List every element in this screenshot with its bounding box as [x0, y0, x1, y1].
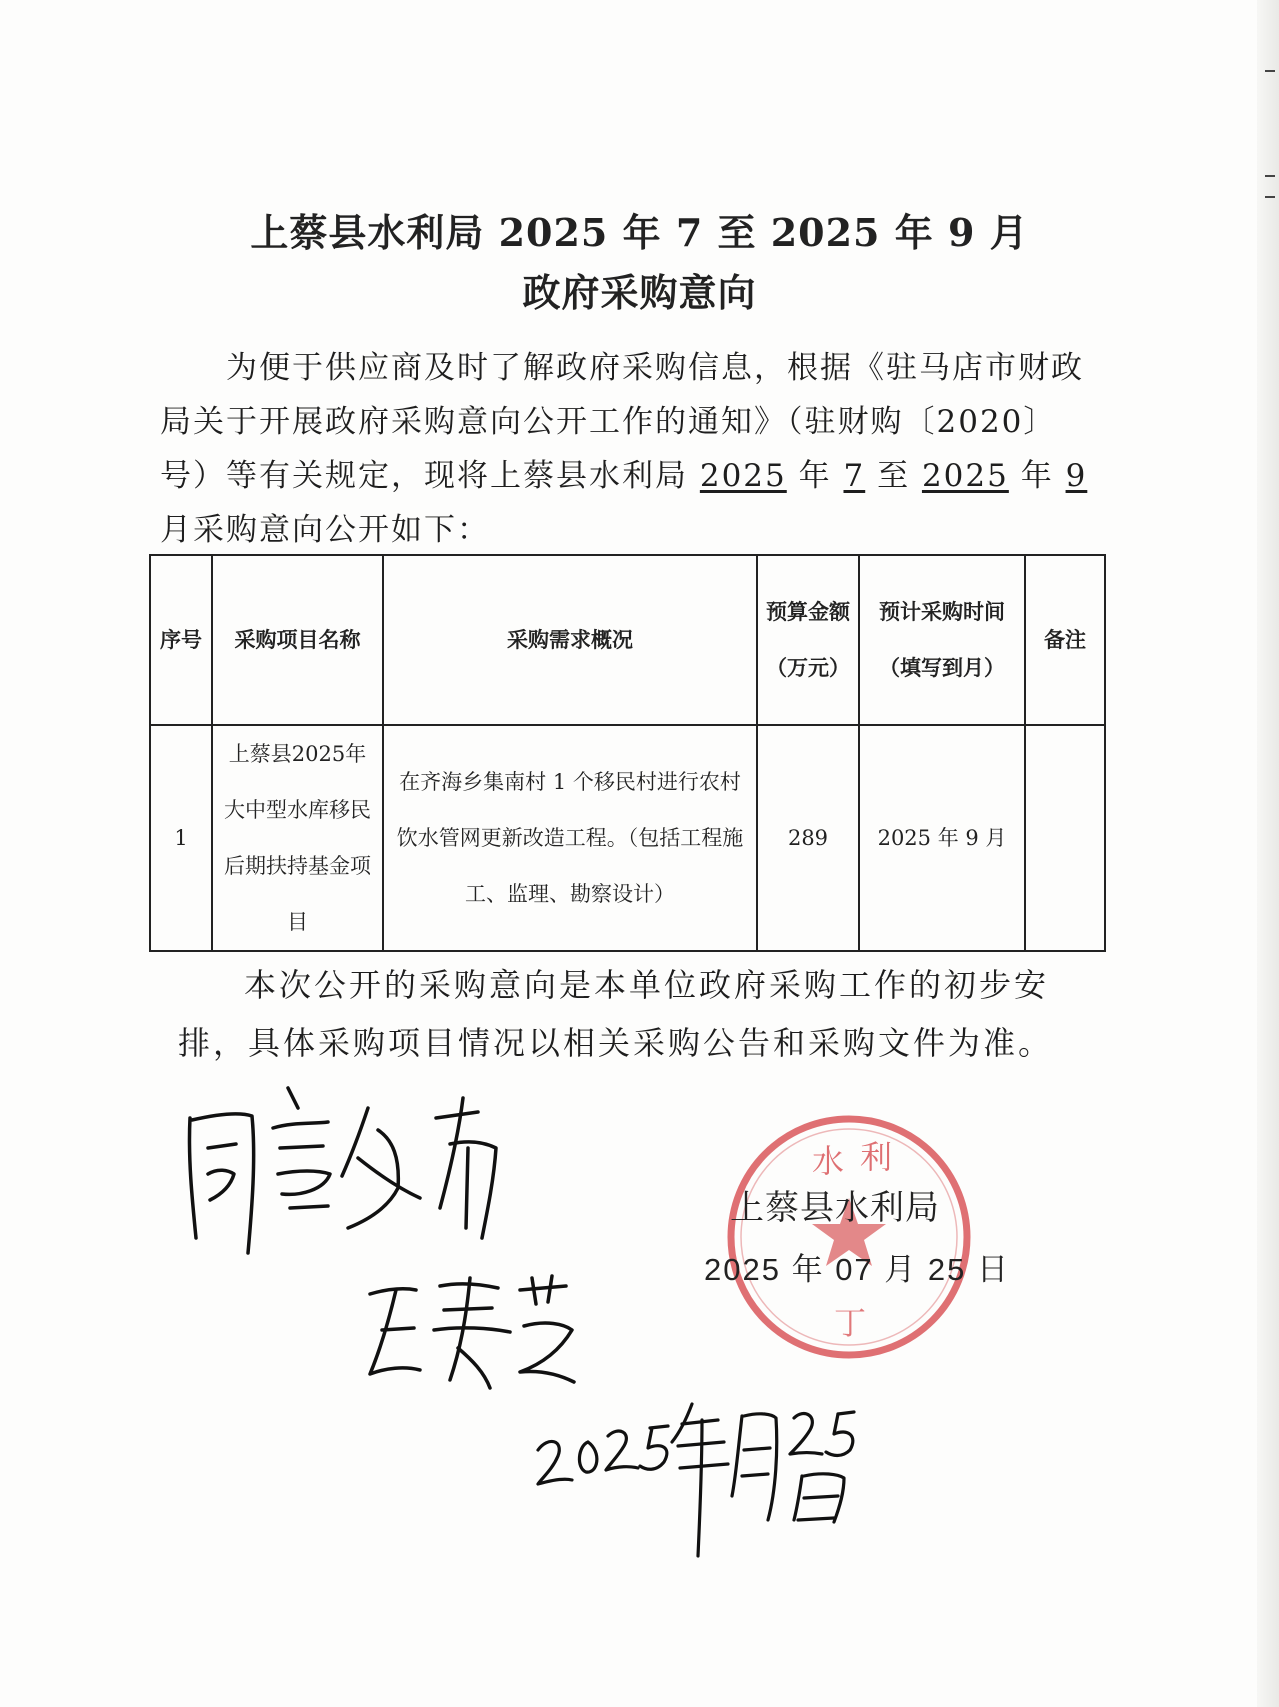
month-end: 9: [1065, 458, 1088, 494]
document-subtitle: 政府采购意向: [522, 270, 757, 315]
official-seal: [724, 1112, 974, 1362]
handwritten-approval: [178, 1078, 518, 1262]
intro-paragraph: 为便于供应商及时了解政府采购信息，根据《驻马店市财政局关于开展政府采购意向公开工作的通知》（驻财购〔2020〕号）等有关规定，现将上蔡县水利局 2025 年 7 至 2025 年 9月采购意向公开如下：: [160, 350, 1088, 548]
table-header-row: [150, 555, 1105, 725]
year-end: 2025: [921, 458, 1009, 494]
cell-time: 2025 年 9 月: [859, 725, 1025, 951]
procurement-table: [149, 554, 1106, 952]
month-start: 7: [843, 458, 866, 494]
cell-budget: 289: [757, 725, 859, 951]
header-budget: 预算金额（万元）: [757, 555, 859, 725]
issuer-org: 上蔡县水利局: [730, 1189, 940, 1227]
svg-text:利: 利: [860, 1139, 893, 1175]
header-note: 备注: [1025, 555, 1105, 725]
cell-name: 上蔡县2025年大中型水库移民后期扶持基金项目: [212, 725, 383, 951]
svg-text:丁: 丁: [834, 1305, 867, 1341]
cell-summary: 在齐海乡集南村 1 个移民村进行农村饮水管网更新改造工程。（包括工程施工、监理、勘察设计）: [383, 725, 757, 951]
handwritten-date: [532, 1380, 872, 1564]
header-seq: 序号: [150, 555, 212, 725]
year-start: 2025: [699, 458, 787, 494]
issuer-date: 2025 年 07 月 25 日: [704, 1252, 1010, 1287]
table-row: [150, 725, 1105, 951]
header-time: 预计采购时间（填写到月）: [859, 555, 1025, 725]
cell-note: [1025, 725, 1105, 951]
closing-paragraph: 本次公开的采购意向是本单位政府采购工作的初步安排，具体采购项目情况以相关采购公告和采购文件为准。: [178, 966, 1054, 1062]
cell-seq: 1: [150, 725, 212, 951]
header-name: 采购项目名称: [212, 555, 383, 725]
document-title: 上蔡县水利局 2025 年 7 至 2025 年 9 月: [250, 210, 1029, 255]
svg-text:水: 水: [812, 1143, 845, 1179]
header-summary: 采购需求概况: [383, 555, 757, 725]
